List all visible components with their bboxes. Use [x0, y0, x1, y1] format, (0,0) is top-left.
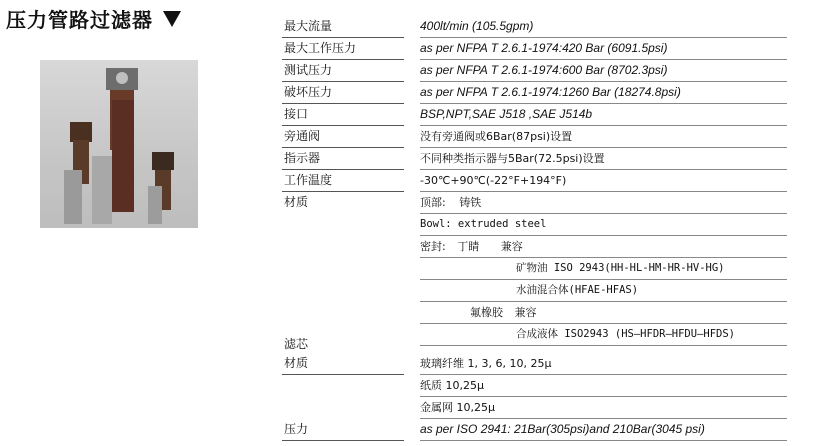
synthetic-text: 合成液体 ISO2943 (HS—HFDR—HFDU—HFDS)	[516, 328, 736, 340]
head-label: 顶部:	[420, 196, 446, 209]
material-row	[282, 280, 787, 302]
seal-nbr: 丁睛	[457, 240, 480, 253]
spec-value: 没有旁通阀或6Bar(87psi)设置	[420, 126, 787, 148]
material-row	[282, 236, 787, 258]
spec-row	[282, 38, 787, 60]
element-fiberglass: 玻璃纤维 1, 3, 6, 10, 25μ	[420, 353, 787, 375]
pressure-label: 压力	[282, 419, 404, 441]
page-title	[6, 4, 181, 33]
spec-value: BSP,NPT,SAE J518 ,SAE J514b	[420, 104, 787, 126]
material-row	[282, 214, 787, 236]
spec-row	[282, 170, 787, 192]
element-material-label: 材质	[282, 353, 404, 375]
spec-label: 破坏压力	[282, 82, 404, 104]
spec-value: as per NFPA T 2.6.1-1974:420 Bar (6091.5psi)	[420, 38, 787, 60]
spec-row	[282, 104, 787, 126]
triangle-down-icon	[163, 11, 181, 27]
material-row	[282, 302, 787, 324]
fluoro-label: 氟橡胶	[470, 306, 503, 319]
left-filter-head	[70, 122, 92, 142]
right-filter-head	[152, 152, 174, 170]
head-value: 铸铁	[459, 196, 482, 209]
material-label: 材质	[284, 195, 309, 209]
material-row	[282, 258, 787, 280]
fluoro-compat: 兼容	[514, 306, 537, 319]
spec-label: 指示器	[282, 148, 404, 170]
spec-value: 400lt/min (105.5gpm)	[420, 16, 787, 38]
pressure-value: as per ISO 2941: 21Bar(305psi)and 210Bar(3045 psi)	[420, 419, 787, 441]
spec-value: -30℃+90℃(-22°F+194°F)	[420, 170, 787, 192]
spec-value: as per NFPA T 2.6.1-1974:600 Bar (8702.3psi)	[420, 60, 787, 82]
material-head	[420, 192, 787, 214]
seal-label: 密封:	[420, 240, 446, 253]
spec-label: 最大流量	[282, 16, 404, 38]
material-mineral	[420, 258, 787, 280]
spec-row	[282, 126, 787, 148]
element-paper: 纸质 10,25μ	[420, 375, 787, 397]
element-wire: 金属网 10,25μ	[420, 397, 787, 419]
seal-compat: 兼容	[500, 240, 523, 253]
spec-value: as per NFPA T 2.6.1-1974:1260 Bar (18274.8psi)	[420, 82, 787, 104]
water-glycol-text: 水油混合体(HFAE-HFAS)	[516, 284, 639, 296]
page-title-text: 压力管路过滤器	[6, 8, 153, 32]
center-filter-element	[92, 156, 112, 224]
filter-illustration	[40, 60, 198, 228]
spec-label: 测试压力	[282, 60, 404, 82]
filter-product-photo	[40, 60, 198, 228]
element-label-top: 滤芯	[284, 337, 309, 351]
indicator-icon	[116, 72, 128, 84]
spec-row	[282, 148, 787, 170]
spec-row	[282, 16, 787, 38]
element-row	[282, 375, 787, 397]
right-filter-element	[148, 186, 162, 224]
spec-row	[282, 82, 787, 104]
element-row	[282, 353, 787, 375]
material-seal	[420, 236, 787, 258]
material-fluoro	[420, 302, 787, 324]
material-bowl: Bowl: extruded steel	[420, 214, 787, 236]
spec-row	[282, 60, 787, 82]
spec-label: 旁通阀	[282, 126, 404, 148]
element-row	[282, 397, 787, 419]
spec-label: 工作温度	[282, 170, 404, 192]
spec-label: 接口	[282, 104, 404, 126]
spec-label: 最大工作压力	[282, 38, 404, 60]
pressure-row	[282, 419, 787, 441]
material-water-glycol	[420, 280, 787, 302]
spec-value: 不同种类指示器与5Bar(72.5psi)设置	[420, 148, 787, 170]
material-row	[282, 192, 787, 214]
center-filter-bowl	[112, 100, 134, 212]
mineral-text: 矿物油 ISO 2943(HH-HL-HM-HR-HV-HG)	[516, 262, 725, 274]
left-filter-element	[64, 170, 82, 224]
